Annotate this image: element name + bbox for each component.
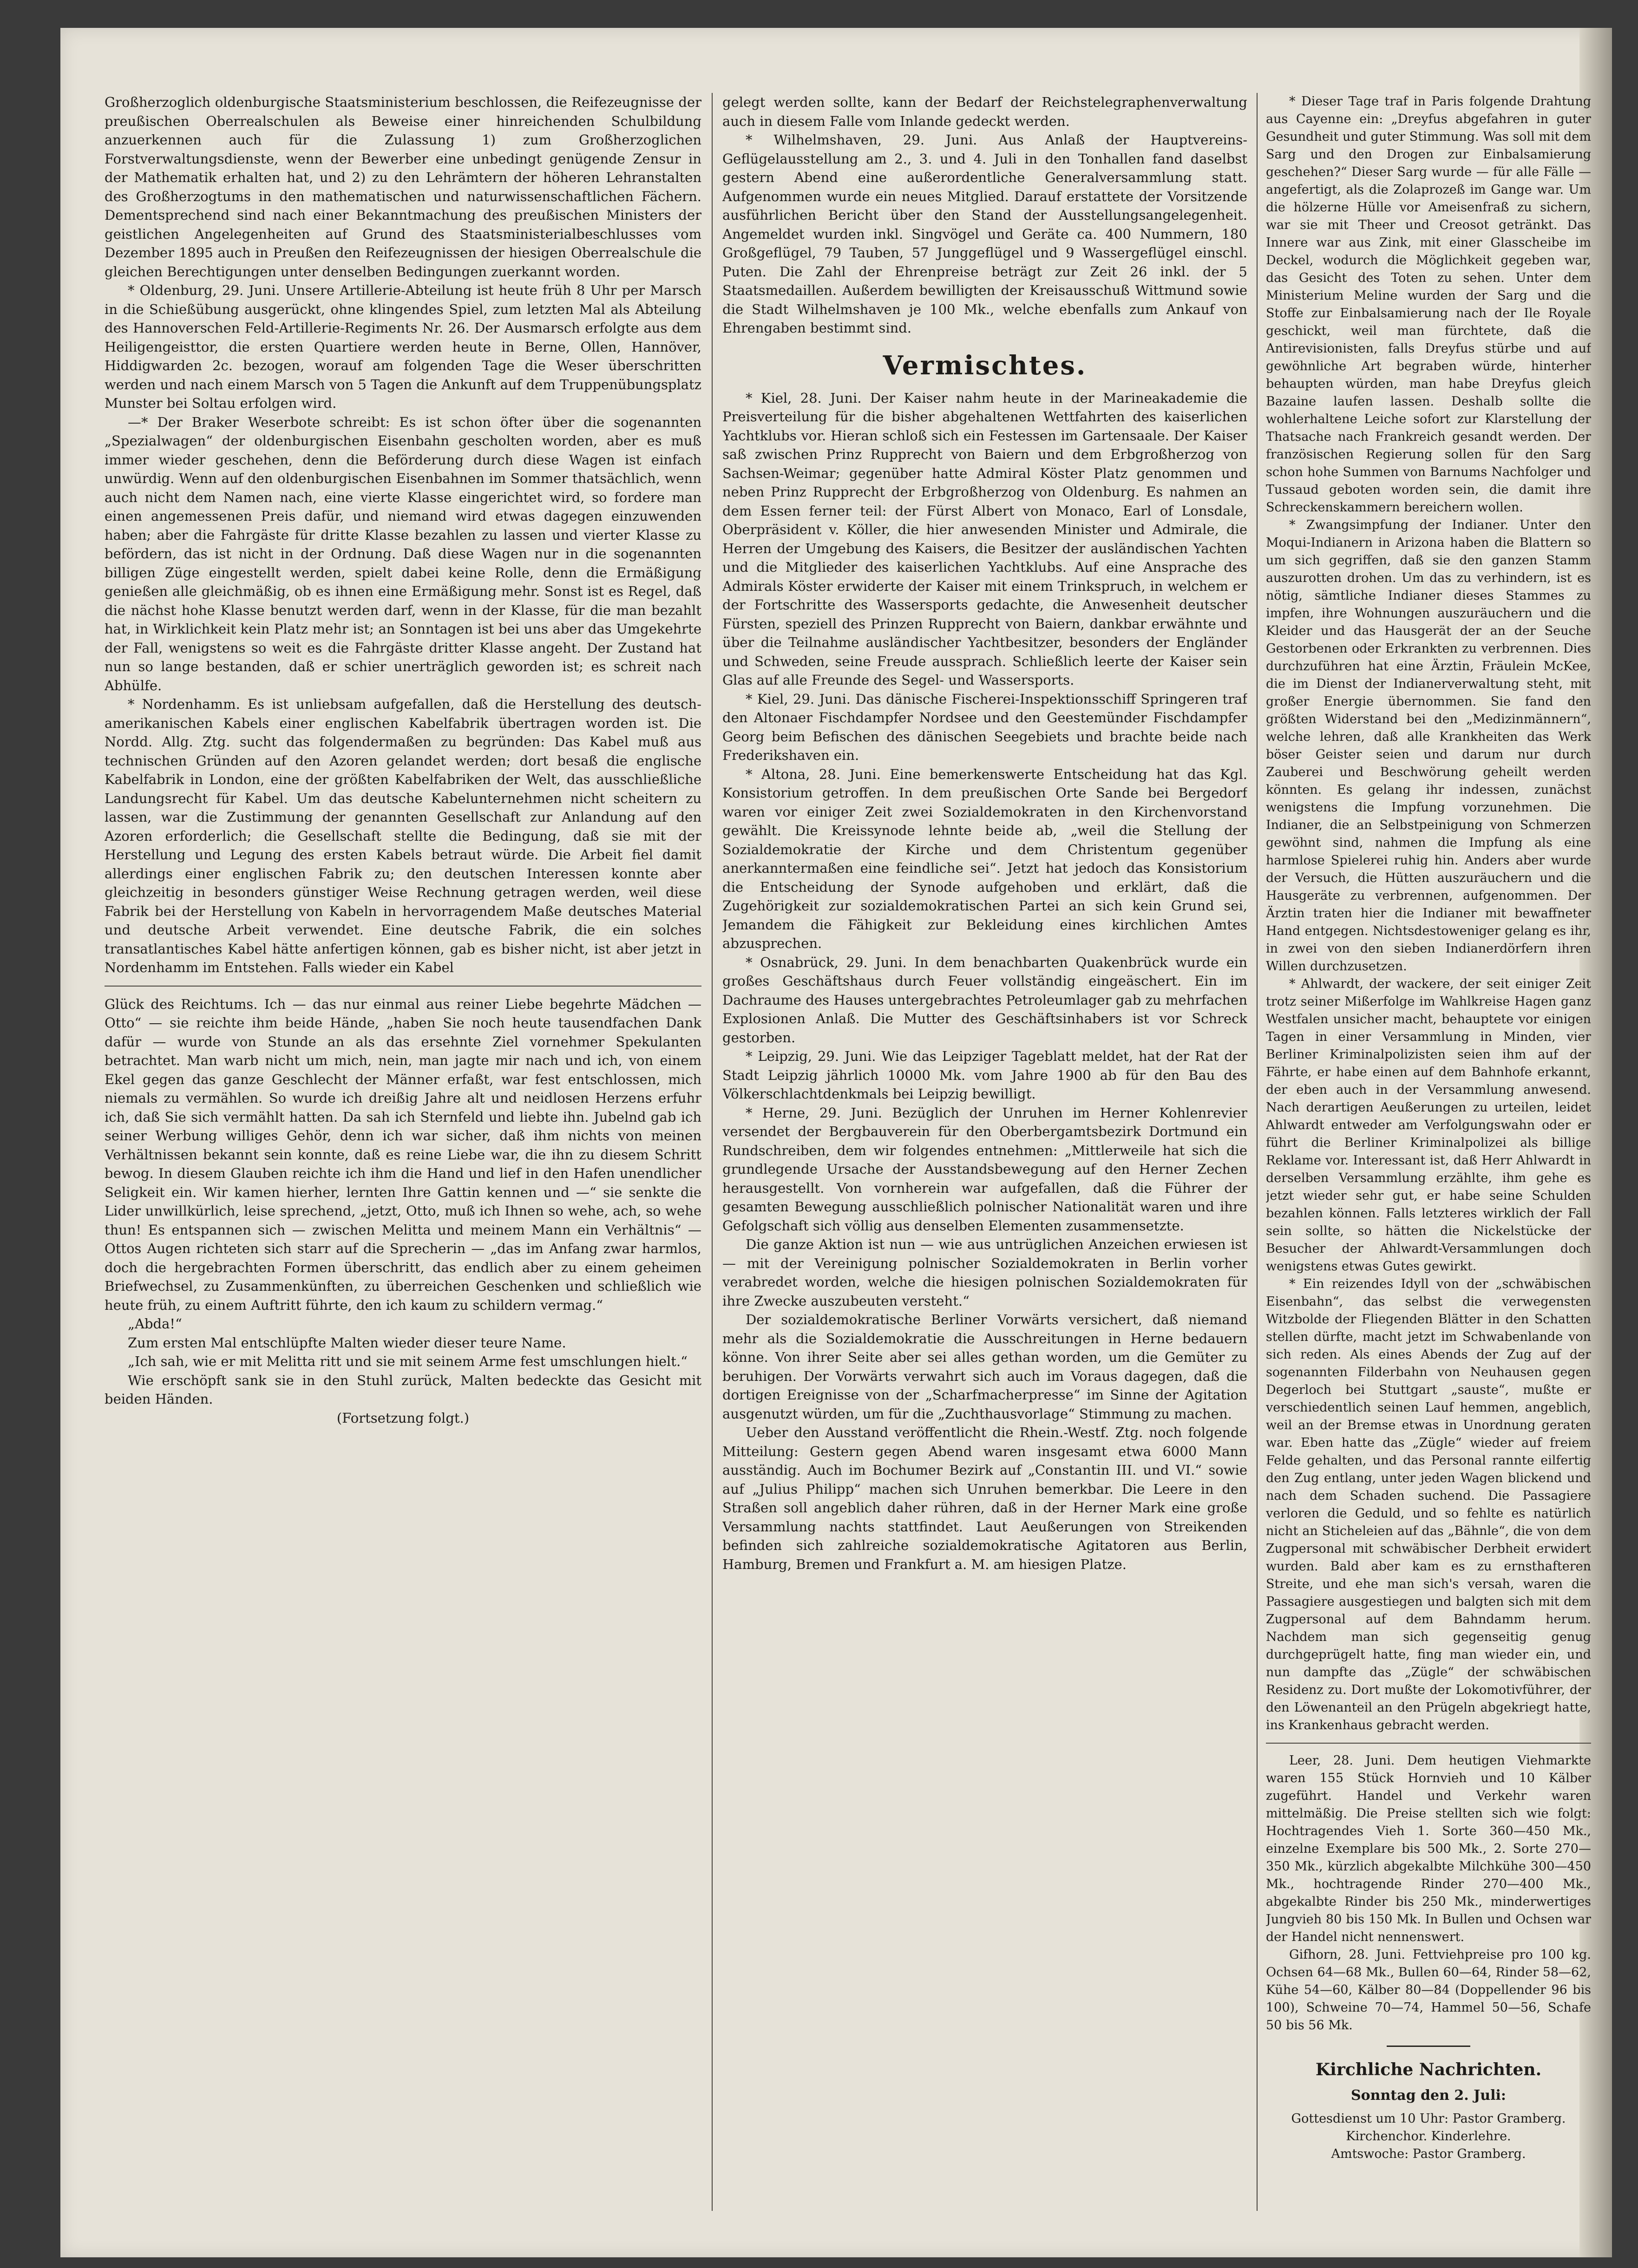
- column-rule: [712, 93, 713, 2211]
- feuilleton-paragraph: „Abda!“: [128, 1316, 182, 1332]
- market-gifhorn: Gifhorn, 28. Juni. Fettviehpreise pro 100 kg. Ochsen 64—68 Mk., Bullen 60—64, Rinder 58—62, Kühe 54—60, Kälber 80—84 (Doppellender 96 bis 100), Schweine 70—74, Hammel 50—56, Schafe 50 bis 56 Mk.: [1266, 1948, 1591, 2033]
- church-line: Gottesdienst um 10 Uhr: Pastor Gramberg.: [1291, 2111, 1566, 2126]
- church-title: Kirchliche Nachrichten.: [1315, 2060, 1542, 2079]
- article-paris-dreyfus: * Dieser Tage traf in Paris folgende Drahtung aus Cayenne ein: „Dreyfus abgefahren in guter Gesundheit und guter Stimmung. Was soll mit dem Sarg und den Drogen zur Einbalsamierung geschehen?“ Dieser Sarg wurde — für alle Fälle — angefertigt, als die Zolaprozeß im Gange war. Um die hölzerne Hülle vor Ameisenfraß zu sichern, war sie mit Theer und Creosot getränkt. Das Innere war aus Zink, mit einer Glasscheibe im Deckel, wodurch die Möglichkeit gegeben war, das Gesicht des Toten zu sehen. Unter dem Ministerium Meline wurden der Sarg und die Stoffe zur Einbalsamierung nach der Ile Royale geschickt, weil man fürchtete, daß die Antirevisionisten, falls Dreyfus stürbe und auf gewöhnliche Art begraben würde, hinterher behaupten würden, man habe Dreyfus gleich Bazaine laufen lassen. Deshalb sollte die wohlerhaltene Leiche sofort zur Klarstellung der Thatsache nach Frankreich gesandt werden. Der französischen Regierung sollen für den Sarg schon hohe Summen von Barnums Nachfolger und Tussaud geboten worden sein, die damit ihre Schreckenskammern bereichern wollen.: [1266, 94, 1591, 515]
- feuilleton-paragraph: Wie erschöpft sank sie in den Stuhl zurück, Malten bedeckte das Gesicht mit beiden Händen.: [105, 1372, 701, 1407]
- article-paragraph: gelegt werden sollte, kann der Bedarf der Reichstelegraphenverwaltung auch in diesem Falle vom Inlande gedeckt werden.: [722, 94, 1247, 129]
- article-braker-weserbote: —* Der Braker Weserbote schreibt: Es ist schon öfter über die sogenannten „Spezialwagen“ der oldenburgischen Eisenbahn gescholten worden, aber es muß immer wieder geschehen, denn die Beförderung durch diese Wagen ist einfach unwürdig. Wenn auf den oldenburgischen Eisenbahnen im Sommer thatsächlich, wenn auch nicht dem Namen nach, eine vierte Klasse eingerichtet wird, so fordere man einen angemessenen Preis dafür, und niemand wird etwas dagegen einzuwenden haben; aber die Fahrgäste für dritte Klasse bezahlen zu lassen und vierter Klasse zu befördern, das ist nicht in der Ordnung. Daß diese Wagen nur in die sogenannten billigen Züge eingestellt werden, spielt dabei keine Rolle, denn die Ermäßigung genießen alle gleichmäßig, ob es ihnen eine Ermäßigung mehr. Sonst ist es Regel, daß die nächst hohe Klasse benutzt werden darf, wenn in der Klasse, für die man bezahlt hat, in Wirklichkeit kein Platz mehr ist; an Sonntagen ist bei uns aber das Umgekehrte der Fall, wenigstens so weit es die Fahrgäste dritter Klasse angeht. Der Zustand hat nun so lange bestanden, daß er schier unerträglich geworden ist; es schreit nach Abhülfe.: [105, 414, 701, 693]
- church-subtitle: Sonntag den 2. Juli:: [1351, 2087, 1506, 2104]
- article-zwangsimpfung: * Zwangsimpfung der Indianer. Unter den Moqui-Indianern in Arizona haben die Blattern so um sich gegriffen, daß sie den ganzen Stamm auszurotten drohen. Um das zu verhindern, ist es nötig, sämtliche Indianer dieses Stammes zu impfen, ihre Wohnungen auszuräuchern und die Kleider und das Hausgerät der an der Seuche Gestorbenen oder Erkrankten zu verbrennen. Dies durchzuführen hat eine Ärztin, Fräulein McKee, die im Dienst der Indianerverwaltung steht, mit großer Energie übernommen. Sie fand den größten Widerstand bei den „Medizinmännern“, welche lehren, daß alle Krankheiten das Werk böser Geister seien und darum nur durch Zauberei und Beschwörung geheilt werden könnten. Es gelang ihr indessen, zunächst wenigstens die Impfung vorzunehmen. Die Indianer, die an Selbstpeinigung von Schmerzen gewöhnt sind, nahmen die Impfung als eine harmlose Spielerei ruhig hin. Anders aber wurde der Versuch, die Hütten auszuräuchern und die Hausgeräte zu verbrennen, aufgenommen. Der Ärztin traten hier die Indianer mit bewaffneter Hand entgegen. Nichtsdestoweniger gelang es ihr, in zwei von den sieben Indianerdörfern ihren Willen durchzusetzen.: [1266, 518, 1591, 974]
- article-ausstand: Ueber den Ausstand veröffentlicht die Rhein.-Westf. Ztg. noch folgende Mitteilung: Gestern gegen Abend waren insgesamt etwa 6000 Mann ausständig. Auch im Bochumer Bezirk auf „Constantin III. und VI.“ sowie auf „Julius Philipp“ machen sich Unruhen bemerkbar. Die Leere in den Straßen soll angeblich daher rühren, daß in der Herner Mark eine große Versammlung nachts stattfindet. Laut Aeußerungen von Streikenden befinden sich zahlreiche sozialdemokratische Agitatoren aus Berlin, Hamburg, Bremen und Frankfurt a. M. am hiesigen Platze.: [722, 1425, 1247, 1572]
- article-paragraph: Großherzoglich oldenburgische Staatsministerium beschlossen, die Reifezeugnisse der preußischen Oberrealschulen als Beweise einer hinreichenden Schulbildung anzuerkennen auch für die Zulassung 1) zum Großherzoglichen Forstverwaltungsdienste, wenn der Bewerber eine unbedingt genügende Zensur in der Mathematik erhalten hat, und 2) zu den Lehrämtern der höheren Lehranstalten des Großherzogtums in den mathematischen und naturwissenschaftlichen Fächern. Dementsprechend sind nach einer Bekanntmachung des preußischen Ministers der geistlichen Angelegenheiten auf Grund des Staatsministerialbeschlusses vom Dezember 1895 auch in Preußen den Reifezeugnissen der hiesigen Oberrealschule die gleichen Berechtigungen unter denselben Bedingungen zuerkannt worden.: [105, 94, 701, 280]
- article-kiel-29: * Kiel, 29. Juni. Das dänische Fischerei-Inspektionsschiff Springeren traf den Altonaer Fischdampfer Nordsee und den Geestemünder Fischdampfer Georg beim Befischen des dänischen Seegebiets und brachte beide nach Frederikshaven ein.: [722, 691, 1247, 763]
- article-altona: * Altona, 28. Juni. Eine bemerkenswerte Entscheidung hat das Kgl. Konsistorium getroffen. In dem preußischen Orte Sande bei Bergedorf waren vor einiger Zeit zwei Sozialdemokraten in den Kirchenvorstand gewählt. Die Kreissynode lehnte beide ab, „weil die Stellung der Sozialdemokratie der Kirche und dem Christentum gegenüber anerkanntermaßen eine feindliche sei“. Jetzt hat jedoch das Konsistorium die Entscheidung der Synode aufgehoben und erklärt, daß die Zugehörigkeit zur sozialdemokratischen Partei an sich kein Grund sei, Jemandem die Fähigkeit zur Bekleidung eines kirchlichen Amtes abzusprechen.: [722, 766, 1247, 951]
- article-kiel-28: * Kiel, 28. Juni. Der Kaiser nahm heute in der Marineakademie die Preisverteilung für die bisher abgehaltenen Wettfahrten des kaiserlichen Yachtklubs vor. Hieran schloß sich ein Festessen im Gartensaale. Der Kaiser saß zwischen Prinz Rupprecht von Baiern und dem Erbgroßherzog von Sachsen-Weimar; gegenüber hatte Admiral Köster Platz genommen und neben Prinz Rupprecht der Erbgroßherzog von Oldenburg. Es nahmen an dem Essen ferner teil: der Fürst Albert von Monaco, Earl of Lonsdale, Oberpräsident v. Köller, die hier anwesenden Minister und Admirale, die Herren der Umgebung des Kaisers, die Besitzer der ausländischen Yachten und die Mitglieder des kaiserlichen Yachtklubs. Auf eine Ansprache des Admirals Köster erwiderte der Kaiser mit einem Trinkspruch, in welchem er der Fortschritte des Wassersports gedachte, die Anwesenheit deutscher Fürsten, speziell des Prinzen Rupprecht von Baiern, dankbar erwähnte und über die Teilnahme ausländischer Yachtbesitzer, besonders der Engländer und Schweden, seine Freude aussprach. Schließlich leerte der Kaiser sein Glas auf alle Freunde des Segel- und Wassersports.: [722, 390, 1247, 688]
- church-line: Kirchenchor. Kinderlehre.: [1346, 2129, 1511, 2144]
- article-wilhelmshaven: * Wilhelmshaven, 29. Juni. Aus Anlaß der Hauptvereins-Geflügelausstellung am 2., 3. und 4. Juli in den Tonhallen fand daselbst gestern Abend eine außerordentliche Generalversammlung statt. Aufgenommen wurde ein neues Mitglied. Darauf erstattete der Vorsitzende ausführlichen Bericht über den Stand der Ausstellungsangelegenheit. Angemeldet wurden inkl. Singvögel und Geräte ca. 400 Nummern, 180 Großgeflügel, 79 Tauben, 57 Junggeflügel und 9 Wassergeflügel einschl. Puten. Die Zahl der Ehrenpreise beträgt zur Zeit 26 inkl. der 5 Staatsmedaillen. Außerdem bewilligten der Kreisausschuß Wittmund sowie die Stadt Wilhelmshaven je 100 Mk., welche ebenfalls zum Ankauf von Ehrengaben bestimmt sind.: [722, 132, 1247, 336]
- feuilleton-paragraph: „Ich sah, wie er mit Melitta ritt und sie mit seinem Arme fest umschlungen hielt.“: [128, 1353, 688, 1369]
- column-rule: [1257, 93, 1258, 2211]
- article-herne-cont: Die ganze Aktion ist nun — wie aus untrüglichen Anzeichen erwiesen ist — mit der Vereinigung polnischer Sozialdemokraten in Berlin vorher verabredet worden, welche die hiesigen polnischen Sozialdemokraten für ihre Zwecke auszubeuten versteht.“: [722, 1236, 1247, 1309]
- column-2: [722, 93, 1247, 2229]
- feuilleton-paragraph: Glück des Reichtums. Ich — das nur einmal aus reiner Liebe begehrte Mädchen — Otto“ — sie reichte ihm beide Hände, „haben Sie noch heute tausendfachen Dank dafür — wurde von Stunde an als das ersehnte Ziel vornehmer Spekulanten betrachtet. Man warb nicht um mich, nein, man jagte mir nach und ich, von einem Ekel gegen das ganze Geschlecht der Männer erfaßt, war fest entschlossen, mich niemals zu vermählen. So wurde ich dreißig Jahre alt und neidlosen Herzens erfuhr ich, daß Sie sich vermählt hatten. Da sah ich Sternfeld und liebte ihn. Jubelnd gab ich seiner Werbung williges Gehör, denn ich war sicher, daß ihm nichts von meinen Verhältnissen bekannt sein konnte, daß es reine Liebe war, die ihn zu diesem Schritt bewog. In diesem Glauben reichte ich ihm die Hand und lief in den Hafen unendlicher Seligkeit ein. Wir kamen hierher, lernten Ihre Gattin kennen und —“ sie senkte die Lider unwillkürlich, leise sprechend, „jetzt, Otto, muß ich Ihnen so wehe, ach, so wehe thun! Es entspannen sich — zwischen Melitta und meinem Mann ein Verhältnis“ — Ottos Augen richteten sich starr auf die Sprecherin — „das im Anfang zwar harmlos, doch die hergebrachten Formen überschritt, das endlich aber zu einem geheimen Briefwechsel, zu Zusammenkünften, zu überreichen Geschenken und schließlich wie heute früh, zu einem Auftritt führte, den ich kaum zu schildern vermag.“: [105, 996, 701, 1313]
- church-line: Amtswoche: Pastor Gramberg.: [1331, 2147, 1526, 2161]
- article-herne: * Herne, 29. Juni. Bezüglich der Unruhen im Herner Kohlenrevier versendet der Bergbauverein für den Oberbergamtsbezirk Dortmund ein Rundschreiben, dem wir folgendes entnehmen: „Mittlerweile hat sich die grundlegende Ursache der Ausstandsbewegung auf den Herner Zechen herausgestellt. Von vornherein war aufgefallen, daß die Führer der gesamten Bewegung ausschließlich polnischer Nationalität waren und ihre Gefolgschaft sich völlig aus denselben Elementen zusammensetzte.: [722, 1105, 1247, 1234]
- article-osnabrueck: * Osnabrück, 29. Juni. In dem benachbarten Quakenbrück wurde ein großes Geschäftshaus durch Feuer vollständig eingeäschert. Ein im Dachraume des Hauses untergebrachtes Petroleumlager gab zu mehrfachen Explosionen Anlaß. Die Mutter des Geschäftsinhabers ist vor Schreck gestorben.: [722, 954, 1247, 1046]
- column-3: [1266, 93, 1591, 2229]
- feuilleton-paragraph: Zum ersten Mal entschlüpfte Malten wieder dieser teure Name.: [128, 1334, 566, 1351]
- article-oldenburg: * Oldenburg, 29. Juni. Unsere Artillerie-Abteilung ist heute früh 8 Uhr per Marsch in die Schießübung ausgerückt, ohne klingendes Spiel, zum letzten Mal als Abteilung des Hannoverschen Feld-Artillerie-Regiments Nr. 26. Der Ausmarsch erfolgte aus dem Heiligengeisttor, die ersten Quartiere werden heute in Berne, Ollen, Hannöver, Hiddigwarden 2c. bezogen, worauf am folgenden Tage die Weser überschritten werden und nach einem Marsch von 5 Tagen die Ankunft auf dem Truppenübungsplatz Munster bei Soltau erfolgen wird.: [105, 282, 701, 411]
- article-ahlwardt: * Ahlwardt, der wackere, der seit einiger Zeit trotz seiner Mißerfolge im Wahlkreise Hagen ganz Westfalen unsicher macht, behauptete vor einigen Tagen in einer Versammlung in Minden, vier Berliner Kriminalpolizisten seien ihm auf der Fährte, er habe einen auf dem Bahnhofe erkannt, der eben auch in der Versammlung anwesend. Nach derartigen Aeußerungen zu urteilen, leidet Ahlwardt entweder am Verfolgungswahn oder er führt die Berliner Kriminalpolizei als billige Reklame vor. Interessant ist, daß Herr Ahlwardt in derselben Versammlung erzählte, ihm gehe es jetzt wieder sehr gut, er habe seine Schulden bezahlen können. Falls letzteres wirklich der Fall sein sollte, so hätten die Nickelstücke der Besucher der Ahlwardt-Versammlungen doch wenigstens etwas Gutes gewirkt.: [1266, 977, 1591, 1274]
- section-title-vermischtes: Vermischtes.: [883, 350, 1087, 381]
- market-leer: Leer, 28. Juni. Dem heutigen Viehmarkte waren 155 Stück Hornvieh und 10 Kälber zugeführt. Handel und Verkehr waren mittelmäßig. Die Preise stellten sich wie folgt: Hochtragendes Vieh 1. Sorte 360—450 Mk., einzelne Exemplare bis 500 Mk., 2. Sorte 270—350 Mk., kürzlich abgekalbte Milchkühe 300—450 Mk., hochtragende Rinder 270—400 Mk., abgekalbte Rinder bis 250 Mk., minderwertiges Jungvieh 80 bis 150 Mk. In Bullen und Ochsen war der Handel nicht nennenswert.: [1266, 1753, 1591, 1944]
- market-divider: [1266, 1743, 1591, 1744]
- column-1: [105, 93, 701, 2229]
- article-schwaebische-eisenbahn: * Ein reizendes Idyll von der „schwäbischen Eisenbahn“, das selbst die verwegensten Witzbolde der Fliegenden Blätter in den Schatten stellen dürfte, macht jetzt im Schwabenlande von sich reden. Als eines Abends der Zug auf der sogenannten Filderbahn von Neuhausen gegen Degerloch bei Stuttgart „sauste“, mußte er verschiedentlich seinen Lauf hemmen, angeblich, weil an der Bremse etwas in Unordnung geraten war. Eben hatte das „Zügle“ wieder auf freiem Felde gehalten, und das Personal rannte eilfertig den Zug entlang, unter jeden Wagen blickend und nach dem Schaden suchend. Die Passagiere verloren die Geduld, und so fehlte es natürlich nicht an Sticheleien auf das „Bähnle“, die von dem Zugpersonal mit schwäbischer Derbheit erwidert wurden. Bald aber kam es zu ernsthafteren Streite, und ehe man sich's versah, waren die Passagiere ausgestiegen und balgten sich mit dem Zugpersonal auf dem Bahndamm herum. Nachdem man sich gegenseitig genug durchgeprügelt hatte, fing man wieder ein, und nun dampfte das „Zügle“ der schwäbischen Residenz zu. Dort mußte der Lokomotivführer, der den Löwenanteil an den Prügeln abgekriegt hatte, ins Krankenhaus gebracht werden.: [1266, 1277, 1591, 1732]
- article-leipzig: * Leipzig, 29. Juni. Wie das Leipziger Tageblatt meldet, hat der Rat der Stadt Leipzig jährlich 10000 Mk. vom Jahre 1900 ab für den Bau des Völkerschlachtdenkmals bei Leipzig bewilligt.: [722, 1048, 1247, 1102]
- church-divider: [1387, 2046, 1470, 2047]
- article-nordenhamm: * Nordenhamm. Es ist unliebsam aufgefallen, daß die Herstellung des deutsch-amerikanischen Kabels einer englischen Kabelfabrik übertragen worden ist. Die Nordd. Allg. Ztg. sucht das folgendermaßen zu begründen: Das Kabel muß aus technischen Gründen auf den Azoren gelandet werden; dort besaß die englische Kabelfabrik in London, eine der größten Kabelfabriken der Welt, das ausschließliche Landungsrecht für Kabel. Um das deutsche Kabelunternehmen nicht scheitern zu lassen, war die Zustimmung der genannten Gesellschaft zur Anlandung auf den Azoren erforderlich; die Gesellschaft stellte die Bedingung, daß sie mit der Herstellung und Legung des ersten Kabels betraut würde. Die Arbeit fiel damit allerdings einer englischen Fabrik zu; den deutschen Interessen konnte aber gleichzeitig in besonders günstiger Weise Rechnung getragen werden, weil diese Fabrik bei der Herstellung von Kabeln in hervorragendem Maße deutsches Material und deutsche Arbeit verwendet. Eine deutsche Fabrik, die ein solches transatlantisches Kabel hätte anfertigen können, gab es bisher nicht, ist aber jetzt in Nordenhamm im Entstehen. Falls wieder ein Kabel: [105, 696, 701, 975]
- feuilleton-divider: [105, 986, 701, 987]
- article-vorwaerts: Der sozialdemokratische Berliner Vorwärts versichert, daß niemand mehr als die Sozialdemokratie die Ausschreitungen in Herne bedauern könne. Von ihrer Seite aber sei alles gethan worden, um die Gemüter zu beruhigen. Der Vorwärts verwahrt sich auch im Voraus dagegen, daß die dortigen Ereignisse von der „Scharfmacherpresse“ im Sinne der Agitation ausgenutzt würden, um für die „Zuchthausvorlage“ Stimmung zu machen.: [722, 1312, 1247, 1422]
- newspaper-page: [60, 28, 1612, 2257]
- continuation-note: (Fortsetzung folgt.): [336, 1410, 470, 1426]
